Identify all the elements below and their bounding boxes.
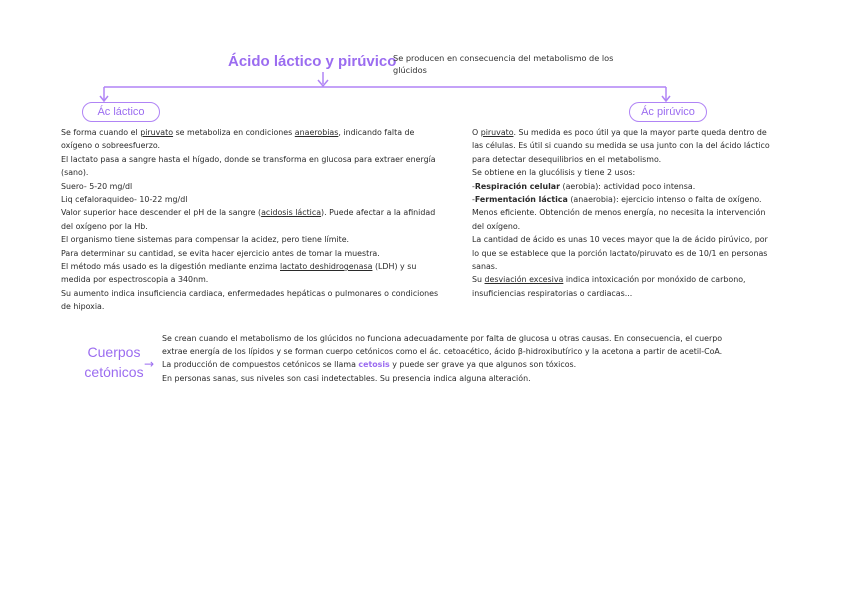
- paragraph: -Respiración celular (aerobia): actividad poco intensa.: [472, 181, 696, 191]
- page-title: Ácido láctico y pirúvico: [228, 53, 397, 70]
- paragraph: -Fermentación láctica (anaerobia): ejercicio intenso o falta de oxígeno. Menos eficiente. Obtención de menos energía, no necesita la intervención del oxígeno.: [472, 195, 766, 231]
- paragraph: Su aumento indica insuficiencia cardiaca, enfermedades hepáticas o pulmonares o condiciones de hipoxia.: [61, 288, 439, 312]
- lactico-column: [61, 126, 446, 314]
- paragraph: Su desviación excesiva indica intoxicación por monóxido de carbono, insuficiencias respiratorias o cardiacas...: [472, 275, 746, 298]
- paragraph: El lactato pasa a sangre hasta el hígado, donde se transforma en glucosa para extraer energía (sano).: [61, 154, 436, 178]
- cuerpos-cetonicos-text: [162, 332, 727, 385]
- piruvico-column: [472, 126, 772, 300]
- paragraph: O piruvato. Su medida es poco útil ya que la mayor parte queda dentro de las células. Es útil si cuando su medida se usa junto con la del ácido láctico para detectar desequilibrios en el metabolismo.: [472, 128, 770, 164]
- paragraph: La producción de compuestos cetónicos se llama cetosis y puede ser grave ya que algunos son tóxicos.: [162, 360, 577, 370]
- page-subtitle: Se producen en consecuencia del metabolismo de los glúcidos: [393, 53, 614, 75]
- highlight-cetosis: cetosis: [358, 360, 390, 370]
- paragraph: Para determinar su cantidad, se evita hacer ejercicio antes de tomar la muestra.: [61, 248, 380, 258]
- label-acido-lactico: Ác láctico: [82, 102, 160, 122]
- arrow-right-icon: →: [144, 357, 155, 371]
- label-cuerpos-cetonicos: Cuerpos cetónicos: [84, 344, 144, 380]
- paragraph: Suero- 5-20 mg/dl: [61, 181, 133, 191]
- paragraph: El organismo tiene sistemas para compensar la acidez, pero tiene límite.: [61, 235, 350, 245]
- label-acido-piruvico: Ác pirúvico: [629, 102, 707, 122]
- paragraph: Se forma cuando el piruvato se metaboliza en condiciones anaerobias, indicando falta de oxígeno o sobreesfuerzo.: [61, 128, 415, 151]
- paragraph: Se obtiene en la glucólisis y tiene 2 usos:: [472, 168, 636, 178]
- paragraph: Se crean cuando el metabolismo de los glúcidos no funciona adecuadamente por falta de glucosa u otras causas. En consecuencia, el cuerpo extrae energía de los lípidos y se forman cuerpo cetónicos como el ác. cetoacético, ácido β-hidroxibutírico y la acetona a partir de acetil-CoA.: [162, 334, 723, 357]
- paragraph: La cantidad de ácido es unas 10 veces mayor que la de ácido pirúvico, por lo que se establece que la porción lactato/piruvato es de 10/1 en personas sanas.: [472, 235, 768, 272]
- paragraph: El método más usado es la digestión mediante enzima lactato deshidrogenasa (LDH) y su medida por espectroscopia a 340nm.: [61, 262, 417, 285]
- paragraph: Valor superior hace descender el pH de la sangre (acidosis láctica). Puede afectar a la afinidad del oxígeno por la Hb.: [61, 208, 436, 231]
- paragraph: Liq cefaloraquideo- 10-22 mg/dl: [61, 195, 188, 205]
- paragraph: En personas sanas, sus niveles son casi indetectables. Su presencia indica alguna alteración.: [162, 373, 531, 383]
